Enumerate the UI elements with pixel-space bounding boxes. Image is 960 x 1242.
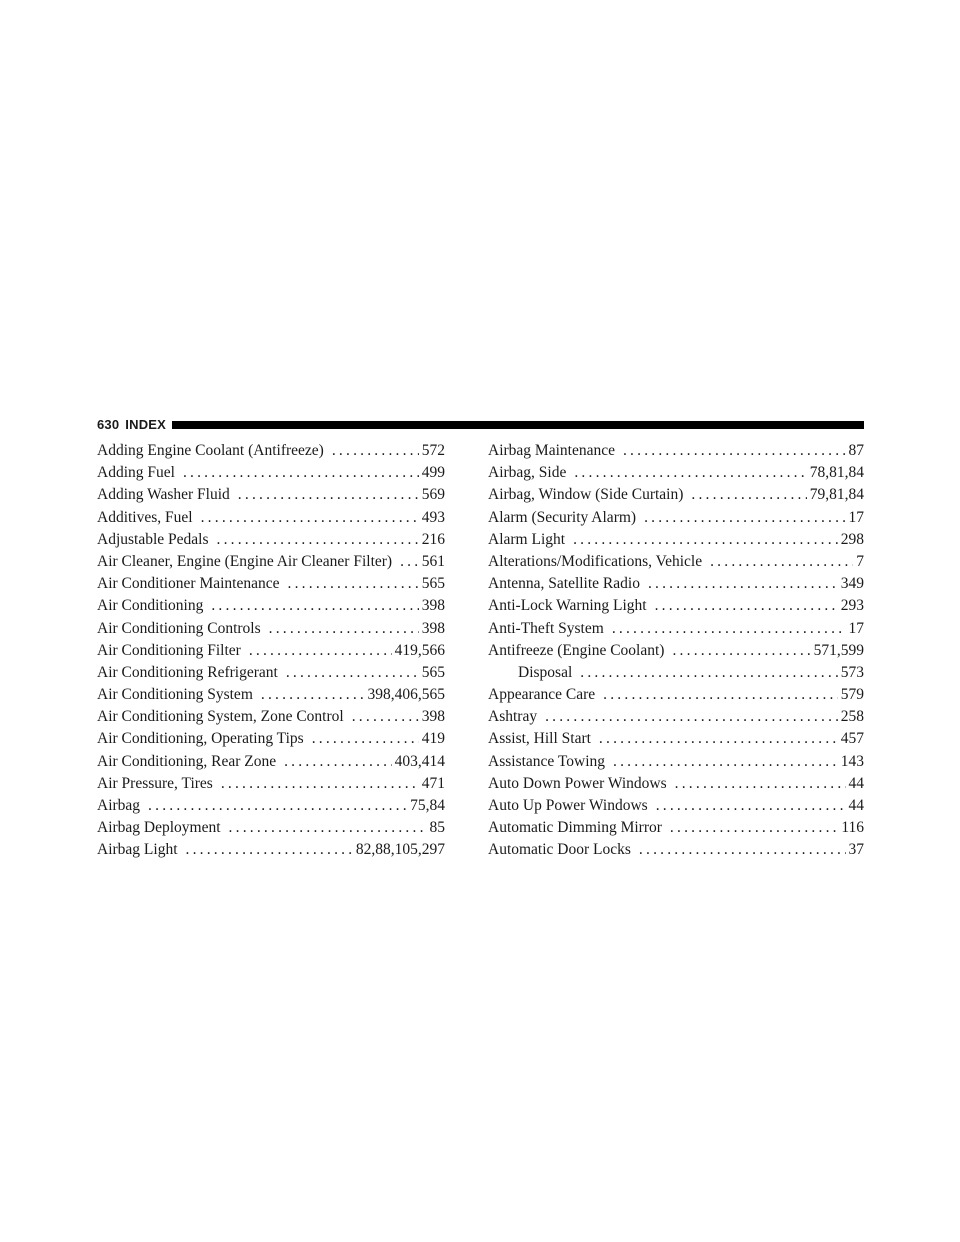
index-pages: 569 [421, 486, 445, 504]
index-term: Airbag, Side [488, 464, 567, 482]
index-pages: 87 [848, 442, 864, 459]
index-pages: 457 [840, 730, 864, 748]
index-pages: 565 [421, 575, 445, 593]
index-term: Ashtray [488, 708, 538, 726]
index-entry [97, 773, 445, 795]
index-entry [488, 640, 864, 662]
index-term: Air Cleaner, Engine (Engine Air Cleaner Filter) [97, 552, 393, 570]
dot-leader [148, 795, 407, 817]
index-pages: 44 [848, 797, 864, 814]
index-pages: 398 [421, 708, 445, 726]
index-term: Antenna, Satellite Radio [488, 575, 640, 593]
index-pages: 499 [421, 464, 445, 482]
index-term: Adding Engine Coolant (Antifreeze) [97, 442, 324, 459]
dot-leader [211, 595, 418, 617]
dot-leader [573, 529, 838, 551]
index-term: Automatic Dimming Mirror [488, 819, 662, 837]
header-label [97, 417, 166, 433]
index-entry [97, 684, 445, 706]
index-entry [97, 817, 445, 839]
index-entry [488, 817, 864, 839]
index-term: Airbag, Window (Side Curtain) [488, 486, 684, 504]
index-entry [488, 551, 864, 573]
header-rule [172, 421, 864, 429]
dot-leader [183, 462, 419, 484]
dot-leader [238, 484, 419, 506]
index-pages: 398 [421, 619, 445, 637]
index-column-right [488, 440, 864, 862]
index-term: Airbag Light [97, 841, 178, 859]
index-pages: 17 [848, 619, 864, 637]
dot-leader [221, 773, 419, 795]
index-entry [488, 484, 864, 506]
index-entry [97, 706, 445, 728]
index-pages: 572 [421, 442, 445, 459]
index-entry [97, 551, 445, 573]
index-entry [97, 440, 445, 462]
index-entry [97, 595, 445, 617]
page-number: 630 [97, 417, 120, 432]
index-pages: 571,599 [813, 641, 864, 659]
index-term: Anti-Theft System [488, 619, 604, 637]
index-pages: 471 [421, 774, 445, 792]
index-entry [488, 839, 864, 861]
index-term: Automatic Door Locks [488, 841, 631, 859]
index-pages: 7 [856, 552, 864, 570]
index-pages: 573 [840, 663, 864, 681]
index-term: Air Conditioning System, Zone Control [97, 708, 344, 726]
dot-leader [580, 662, 838, 684]
index-entry [97, 662, 445, 684]
dot-leader [288, 573, 419, 595]
index-term: Air Conditioning Refrigerant [97, 663, 278, 681]
index-pages: 143 [840, 752, 864, 770]
index-pages: 403,414 [394, 752, 445, 770]
dot-leader [217, 529, 419, 551]
index-term: Antifreeze (Engine Coolant) [488, 641, 665, 659]
index-pages: 258 [840, 708, 864, 726]
dot-leader [639, 839, 846, 861]
index-subentry [488, 662, 864, 684]
index-entry [97, 839, 445, 861]
dot-leader [229, 817, 427, 839]
index-entry [97, 728, 445, 750]
index-column-left [97, 440, 445, 862]
index-term: Air Conditioning Filter [97, 641, 241, 659]
dot-leader [648, 573, 838, 595]
index-pages: 419 [421, 730, 445, 748]
dot-leader [312, 728, 419, 750]
index-entry [97, 484, 445, 506]
index-term: Air Conditioning System [97, 686, 253, 704]
index-term: Alarm Light [488, 530, 566, 548]
dot-leader [201, 507, 419, 529]
page-header [97, 417, 864, 433]
index-term: Air Conditioner Maintenance [97, 575, 280, 593]
dot-leader [710, 551, 853, 573]
index-pages: 561 [421, 552, 445, 570]
dot-leader [574, 462, 806, 484]
index-term: Appearance Care [488, 686, 596, 704]
index-entry [488, 728, 864, 750]
index-entry [488, 595, 864, 617]
index-term: Alarm (Security Alarm) [488, 508, 637, 526]
index-term: Airbag Maintenance [488, 442, 615, 459]
index-term: Air Pressure, Tires [97, 774, 213, 792]
dot-leader [672, 640, 810, 662]
index-pages: 116 [841, 819, 864, 837]
index-entry [97, 529, 445, 551]
index-pages: 78,81,84 [809, 464, 864, 482]
index-pages: 419,566 [394, 641, 445, 659]
index-pages: 398,406,565 [367, 686, 445, 704]
index-pages: 82,88,105,297 [355, 841, 445, 859]
index-pages: 493 [421, 508, 445, 526]
index-term: Air Conditioning [97, 597, 204, 615]
index-entry [97, 507, 445, 529]
index-term: Auto Down Power Windows [488, 774, 667, 792]
index-term: Adjustable Pedals [97, 530, 209, 548]
index-term: Additives, Fuel [97, 508, 193, 526]
index-term: Anti-Lock Warning Light [488, 597, 647, 615]
index-entry [488, 507, 864, 529]
index-term: Air Conditioning Controls [97, 619, 261, 637]
index-entry [97, 640, 445, 662]
dot-leader [249, 640, 392, 662]
index-entry [97, 462, 445, 484]
index-term: Adding Washer Fluid [97, 486, 230, 504]
dot-leader [332, 440, 419, 462]
index-entry [488, 706, 864, 728]
index-pages: 349 [840, 575, 864, 593]
dot-leader [675, 773, 846, 795]
index-term: Auto Up Power Windows [488, 797, 648, 814]
index-entry [488, 529, 864, 551]
dot-leader [623, 440, 846, 462]
index-pages: 216 [421, 530, 445, 548]
dot-leader [269, 618, 419, 640]
index-term: Air Conditioning, Rear Zone [97, 752, 277, 770]
index-pages: 398 [421, 597, 445, 615]
dot-leader [612, 618, 846, 640]
index-entry [97, 751, 445, 773]
index-term: Assistance Towing [488, 752, 606, 770]
index-pages: 298 [840, 530, 864, 548]
index-entry [488, 618, 864, 640]
index-term: Assist, Hill Start [488, 730, 591, 748]
dot-leader [655, 595, 838, 617]
index-entry [488, 462, 864, 484]
dot-leader [603, 684, 838, 706]
index-pages: 293 [840, 597, 864, 615]
dot-leader [286, 662, 419, 684]
dot-leader [352, 706, 419, 728]
index-term: Alterations/Modifications, Vehicle [488, 552, 703, 570]
index-pages: 37 [848, 841, 864, 859]
index-entry [488, 751, 864, 773]
index-entry [488, 773, 864, 795]
index-pages: 79,81,84 [809, 486, 864, 504]
index-pages: 44 [848, 774, 864, 792]
index-entry [488, 795, 864, 817]
dot-leader [599, 728, 838, 750]
dot-leader [400, 551, 419, 573]
index-pages: 17 [848, 508, 864, 526]
index-term: Air Conditioning, Operating Tips [97, 730, 304, 748]
dot-leader [545, 706, 838, 728]
dot-leader [613, 751, 838, 773]
dot-leader [284, 751, 392, 773]
index-entry [488, 684, 864, 706]
dot-leader [261, 684, 365, 706]
dot-leader [670, 817, 838, 839]
index-entry [97, 573, 445, 595]
index-pages: 565 [421, 663, 445, 681]
index-pages: 85 [429, 819, 445, 837]
dot-leader [656, 795, 846, 817]
index-entry [97, 618, 445, 640]
index-entry [97, 795, 445, 817]
index-term: Adding Fuel [97, 464, 175, 482]
dot-leader [186, 839, 353, 861]
index-entry [488, 573, 864, 595]
dot-leader [691, 484, 806, 506]
index-term: Disposal [518, 663, 573, 681]
index-term: Airbag Deployment [97, 819, 221, 837]
index-pages: 75,84 [410, 797, 445, 814]
index-entry [488, 440, 864, 462]
index-pages: 579 [840, 686, 864, 704]
dot-leader [644, 507, 845, 529]
section-title: INDEX [125, 417, 167, 432]
index-term: Airbag [97, 797, 141, 814]
